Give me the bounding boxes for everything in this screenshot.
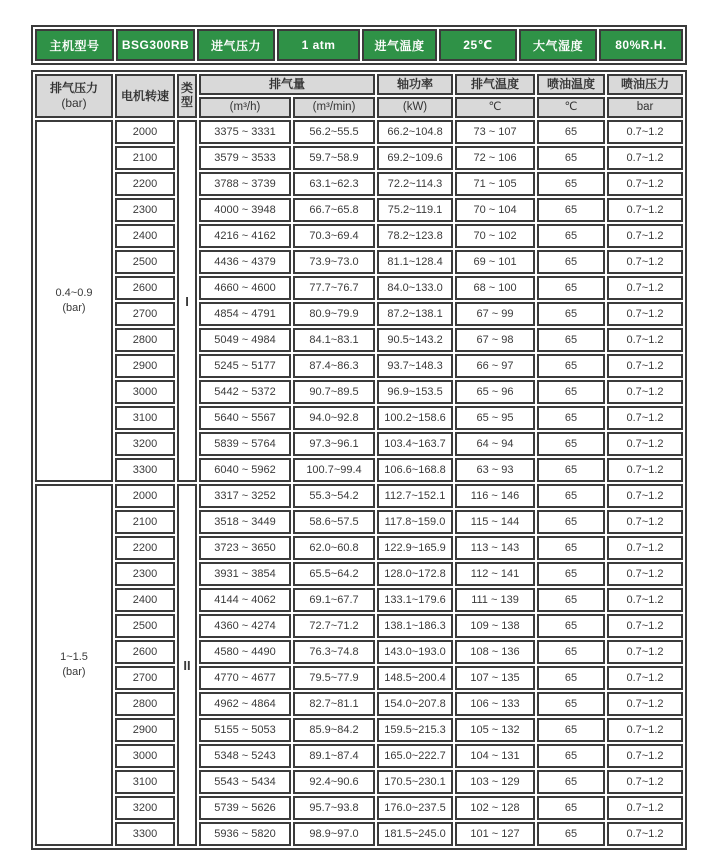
spec-row (35, 614, 683, 638)
flow-m3min-cell: 97.3~96.1 (293, 432, 375, 456)
flow-m3min-cell: 72.7~71.2 (293, 614, 375, 638)
oil-pressure-cell: 0.7~1.2 (607, 692, 683, 716)
flow-m3h-cell: 4216 ~ 4162 (199, 224, 291, 248)
oil-pressure-cell: 0.7~1.2 (607, 120, 683, 144)
oil-temp-cell: 65 (537, 302, 605, 326)
spec-row (35, 796, 683, 820)
pressure-range-unit: (bar) (62, 302, 86, 314)
oil-pressure-cell: 0.7~1.2 (607, 536, 683, 560)
flow-m3h-cell: 3723 ~ 3650 (199, 536, 291, 560)
oil-pressure-cell: 0.7~1.2 (607, 458, 683, 482)
oil-temp-cell: 65 (537, 562, 605, 586)
flow-m3h-cell: 4360 ~ 4274 (199, 614, 291, 638)
type-header: 类型 (177, 74, 197, 118)
header-row-1 (35, 74, 683, 95)
pressure-range-cell (35, 120, 113, 482)
flow-m3min-cell: 70.3~69.4 (293, 224, 375, 248)
oil-temp-cell: 65 (537, 614, 605, 638)
exhaust-temp-cell: 112 ~ 141 (455, 562, 535, 586)
shaft-power-cell: 122.9~165.9 (377, 536, 453, 560)
shaft-power-cell: 106.6~168.8 (377, 458, 453, 482)
flow-m3min-cell: 56.2~55.5 (293, 120, 375, 144)
shaft-power-cell: 103.4~163.7 (377, 432, 453, 456)
motor-speed-cell: 2200 (115, 172, 175, 196)
oil-temp-cell: 65 (537, 146, 605, 170)
flow-m3min-cell: 58.6~57.5 (293, 510, 375, 534)
flow-m3h-cell: 3788 ~ 3739 (199, 172, 291, 196)
spec-row (35, 588, 683, 612)
shaft-power-cell: 112.7~152.1 (377, 484, 453, 508)
oil-temp-cell: 65 (537, 406, 605, 430)
exhaust-temp-cell: 115 ~ 144 (455, 510, 535, 534)
spec-row (35, 172, 683, 196)
flow-m3h-cell: 5640 ~ 5567 (199, 406, 291, 430)
oil-temp-cell: 65 (537, 510, 605, 534)
motor-speed-cell: 2500 (115, 250, 175, 274)
spec-row (35, 302, 683, 326)
motor-speed-header: 电机转速 (115, 74, 175, 118)
exhaust-temp-cell: 67 ~ 98 (455, 328, 535, 352)
exhaust-temp-cell: 103 ~ 129 (455, 770, 535, 794)
flow-m3min-cell: 63.1~62.3 (293, 172, 375, 196)
exhaust-temp-cell: 109 ~ 138 (455, 614, 535, 638)
shaft-power-cell: 90.5~143.2 (377, 328, 453, 352)
oil-temp-cell: 65 (537, 432, 605, 456)
exhaust-temp-cell: 106 ~ 133 (455, 692, 535, 716)
flow-m3h-cell: 5543 ~ 5434 (199, 770, 291, 794)
oil-temp-cell: 65 (537, 198, 605, 222)
type-cell: II (177, 484, 197, 846)
oil-temp-cell: 65 (537, 640, 605, 664)
flow-m3h-cell: 3375 ~ 3331 (199, 120, 291, 144)
flow-m3min-cell: 55.3~54.2 (293, 484, 375, 508)
oil-temp-cell: 65 (537, 770, 605, 794)
motor-speed-cell: 2200 (115, 536, 175, 560)
shaft-power-cell: 81.1~128.4 (377, 250, 453, 274)
oil-pressure-cell: 0.7~1.2 (607, 510, 683, 534)
flow-m3h-cell: 5348 ~ 5243 (199, 744, 291, 768)
motor-speed-cell: 2800 (115, 692, 175, 716)
motor-speed-cell: 2400 (115, 224, 175, 248)
spec-row (35, 458, 683, 482)
spec-sheet (31, 25, 683, 850)
flow-m3h-cell: 3931 ~ 3854 (199, 562, 291, 586)
oil-pressure-cell: 0.7~1.2 (607, 224, 683, 248)
oil-pressure-cell: 0.7~1.2 (607, 822, 683, 846)
spec-row (35, 666, 683, 690)
exhaust-temp-cell: 105 ~ 132 (455, 718, 535, 742)
shaft-power-cell: 100.2~158.6 (377, 406, 453, 430)
shaft-power-cell: 138.1~186.3 (377, 614, 453, 638)
exhaust-temp-cell: 68 ~ 100 (455, 276, 535, 300)
spec-row (35, 276, 683, 300)
type-cell: I (177, 120, 197, 482)
shaft-power-cell: 75.2~119.1 (377, 198, 453, 222)
oil-pressure-unit-header: bar (607, 97, 683, 118)
shaft-power-cell: 154.0~207.8 (377, 692, 453, 716)
exhaust-temp-cell: 70 ~ 104 (455, 198, 535, 222)
exhaust-temp-cell: 104 ~ 131 (455, 744, 535, 768)
conditions-row (35, 29, 683, 61)
motor-speed-cell: 2600 (115, 640, 175, 664)
oil-pressure-cell: 0.7~1.2 (607, 796, 683, 820)
humidity-value-cell: 80%R.H. (599, 29, 683, 61)
pressure-range-value: 0.4~0.9 (55, 287, 93, 300)
exhaust-temp-cell: 72 ~ 106 (455, 146, 535, 170)
oil-pressure-cell: 0.7~1.2 (607, 198, 683, 222)
flow-m3min-cell: 62.0~60.8 (293, 536, 375, 560)
spec-row (35, 380, 683, 404)
model-value-cell: BSG300RB (116, 29, 195, 61)
oil-temp-cell: 65 (537, 692, 605, 716)
displacement-header: 排气量 (199, 74, 375, 95)
oil-temp-header: 喷油温度 (537, 74, 605, 95)
spec-table-body (35, 120, 683, 846)
oil-temp-cell: 65 (537, 354, 605, 378)
exhaust-temp-cell: 67 ~ 99 (455, 302, 535, 326)
flow-m3h-cell: 4000 ~ 3948 (199, 198, 291, 222)
exhaust-temp-header: 排气温度 (455, 74, 535, 95)
inlet-temp-label-cell: 进气温度 (362, 29, 437, 61)
flow-m3min-cell: 94.0~92.8 (293, 406, 375, 430)
motor-speed-cell: 2100 (115, 146, 175, 170)
shaft-power-cell: 133.1~179.6 (377, 588, 453, 612)
shaft-power-cell: 170.5~230.1 (377, 770, 453, 794)
flow-m3min-cell: 59.7~58.9 (293, 146, 375, 170)
motor-speed-cell: 3200 (115, 796, 175, 820)
exhaust-temp-cell: 101 ~ 127 (455, 822, 535, 846)
motor-speed-cell: 3100 (115, 406, 175, 430)
flow-m3min-cell: 85.9~84.2 (293, 718, 375, 742)
flow-m3min-cell: 95.7~93.8 (293, 796, 375, 820)
exhaust-temp-cell: 64 ~ 94 (455, 432, 535, 456)
oil-pressure-cell: 0.7~1.2 (607, 484, 683, 508)
oil-pressure-cell: 0.7~1.2 (607, 146, 683, 170)
shaft-power-cell: 181.5~245.0 (377, 822, 453, 846)
oil-temp-cell: 65 (537, 666, 605, 690)
spec-row (35, 744, 683, 768)
flow-m3min-cell: 84.1~83.1 (293, 328, 375, 352)
motor-speed-cell: 2500 (115, 614, 175, 638)
oil-pressure-cell: 0.7~1.2 (607, 406, 683, 430)
flow-m3h-cell: 4436 ~ 4379 (199, 250, 291, 274)
flow-m3h-cell: 5839 ~ 5764 (199, 432, 291, 456)
flow-m3h-cell: 4770 ~ 4677 (199, 666, 291, 690)
exhaust-temp-cell: 66 ~ 97 (455, 354, 535, 378)
oil-temp-cell: 65 (537, 484, 605, 508)
inlet-pressure-value-cell: 1 atm (277, 29, 360, 61)
exhaust-temp-cell: 70 ~ 102 (455, 224, 535, 248)
shaft-power-cell: 69.2~109.6 (377, 146, 453, 170)
oil-temp-cell: 65 (537, 120, 605, 144)
spec-row (35, 822, 683, 846)
oil-pressure-cell: 0.7~1.2 (607, 354, 683, 378)
oil-pressure-cell: 0.7~1.2 (607, 250, 683, 274)
motor-speed-cell: 2400 (115, 588, 175, 612)
shaft-power-cell: 87.2~138.1 (377, 302, 453, 326)
flow-m3min-cell: 73.9~73.0 (293, 250, 375, 274)
shaft-power-cell: 143.0~193.0 (377, 640, 453, 664)
spec-row (35, 770, 683, 794)
flow-m3h-cell: 5155 ~ 5053 (199, 718, 291, 742)
exhaust-pressure-unit: (bar) (61, 96, 87, 110)
oil-pressure-cell: 0.7~1.2 (607, 640, 683, 664)
oil-temp-cell: 65 (537, 822, 605, 846)
flow-m3min-cell: 89.1~87.4 (293, 744, 375, 768)
exhaust-pressure-label: 排气压力 (49, 81, 98, 95)
oil-pressure-cell: 0.7~1.2 (607, 328, 683, 352)
flow-m3min-cell: 100.7~99.4 (293, 458, 375, 482)
flow-m3min-cell: 82.7~81.1 (293, 692, 375, 716)
motor-speed-cell: 3100 (115, 770, 175, 794)
flow-m3h-cell: 5245 ~ 5177 (199, 354, 291, 378)
oil-pressure-cell: 0.7~1.2 (607, 614, 683, 638)
motor-speed-cell: 2300 (115, 198, 175, 222)
oil-temp-cell: 65 (537, 744, 605, 768)
exhaust-temp-cell: 107 ~ 135 (455, 666, 535, 690)
displacement-unit-h-header: (m³/h) (199, 97, 291, 118)
shaft-power-cell: 117.8~159.0 (377, 510, 453, 534)
motor-speed-cell: 2900 (115, 718, 175, 742)
spec-row (35, 718, 683, 742)
oil-temp-cell: 65 (537, 718, 605, 742)
spec-row (35, 510, 683, 534)
motor-speed-cell: 2300 (115, 562, 175, 586)
motor-speed-cell: 3000 (115, 744, 175, 768)
shaft-power-cell: 93.7~148.3 (377, 354, 453, 378)
spec-row (35, 328, 683, 352)
pressure-range-value: 1~1.5 (60, 651, 88, 664)
spec-row (35, 120, 683, 144)
oil-pressure-cell: 0.7~1.2 (607, 302, 683, 326)
flow-m3h-cell: 6040 ~ 5962 (199, 458, 291, 482)
exhaust-temp-cell: 108 ~ 136 (455, 640, 535, 664)
oil-temp-cell: 65 (537, 172, 605, 196)
exhaust-pressure-header (35, 74, 113, 118)
shaft-power-cell: 128.0~172.8 (377, 562, 453, 586)
shaft-power-cell: 96.9~153.5 (377, 380, 453, 404)
oil-pressure-cell: 0.7~1.2 (607, 432, 683, 456)
oil-pressure-cell: 0.7~1.2 (607, 276, 683, 300)
motor-speed-cell: 3000 (115, 380, 175, 404)
flow-m3h-cell: 3579 ~ 3533 (199, 146, 291, 170)
exhaust-temp-cell: 116 ~ 146 (455, 484, 535, 508)
oil-temp-cell: 65 (537, 588, 605, 612)
exhaust-temp-cell: 71 ~ 105 (455, 172, 535, 196)
oil-temp-cell: 65 (537, 328, 605, 352)
spec-row (35, 198, 683, 222)
flow-m3min-cell: 92.4~90.6 (293, 770, 375, 794)
spec-row (35, 354, 683, 378)
oil-temp-cell: 65 (537, 224, 605, 248)
oil-pressure-cell: 0.7~1.2 (607, 588, 683, 612)
inlet-pressure-label-cell: 进气压力 (197, 29, 275, 61)
model-label-cell: 主机型号 (35, 29, 114, 61)
flow-m3h-cell: 4580 ~ 4490 (199, 640, 291, 664)
exhaust-temp-cell: 65 ~ 96 (455, 380, 535, 404)
spec-row (35, 432, 683, 456)
flow-m3h-cell: 5049 ~ 4984 (199, 328, 291, 352)
flow-m3h-cell: 3518 ~ 3449 (199, 510, 291, 534)
inlet-temp-value-cell: 25℃ (439, 29, 517, 61)
oil-pressure-cell: 0.7~1.2 (607, 172, 683, 196)
flow-m3min-cell: 65.5~64.2 (293, 562, 375, 586)
flow-m3min-cell: 80.9~79.9 (293, 302, 375, 326)
exhaust-temp-cell: 102 ~ 128 (455, 796, 535, 820)
conditions-header-table (31, 25, 687, 65)
shaft-power-unit-header: (kW) (377, 97, 453, 118)
flow-m3h-cell: 3317 ~ 3252 (199, 484, 291, 508)
exhaust-temp-cell: 111 ~ 139 (455, 588, 535, 612)
shaft-power-cell: 159.5~215.3 (377, 718, 453, 742)
humidity-label-cell: 大气湿度 (519, 29, 597, 61)
flow-m3h-cell: 4144 ~ 4062 (199, 588, 291, 612)
motor-speed-cell: 2100 (115, 510, 175, 534)
pressure-range-cell (35, 484, 113, 846)
spec-row (35, 250, 683, 274)
flow-m3h-cell: 5936 ~ 5820 (199, 822, 291, 846)
motor-speed-cell: 2800 (115, 328, 175, 352)
oil-temp-cell: 65 (537, 380, 605, 404)
flow-m3min-cell: 87.4~86.3 (293, 354, 375, 378)
motor-speed-cell: 2600 (115, 276, 175, 300)
spec-row (35, 146, 683, 170)
oil-temp-cell: 65 (537, 458, 605, 482)
flow-m3min-cell: 98.9~97.0 (293, 822, 375, 846)
oil-temp-unit-header: ℃ (537, 97, 605, 118)
flow-m3h-cell: 5739 ~ 5626 (199, 796, 291, 820)
flow-m3min-cell: 76.3~74.8 (293, 640, 375, 664)
motor-speed-cell: 3300 (115, 822, 175, 846)
flow-m3h-cell: 4660 ~ 4600 (199, 276, 291, 300)
shaft-power-header: 轴功率 (377, 74, 453, 95)
oil-pressure-cell: 0.7~1.2 (607, 718, 683, 742)
oil-temp-cell: 65 (537, 276, 605, 300)
exhaust-temp-cell: 65 ~ 95 (455, 406, 535, 430)
flow-m3min-cell: 66.7~65.8 (293, 198, 375, 222)
oil-temp-cell: 65 (537, 796, 605, 820)
spec-row (35, 406, 683, 430)
spec-row (35, 536, 683, 560)
spec-row (35, 692, 683, 716)
shaft-power-cell: 66.2~104.8 (377, 120, 453, 144)
spec-row (35, 224, 683, 248)
oil-pressure-cell: 0.7~1.2 (607, 744, 683, 768)
oil-pressure-cell: 0.7~1.2 (607, 666, 683, 690)
exhaust-temp-cell: 73 ~ 107 (455, 120, 535, 144)
exhaust-temp-cell: 113 ~ 143 (455, 536, 535, 560)
oil-pressure-cell: 0.7~1.2 (607, 380, 683, 404)
shaft-power-cell: 165.0~222.7 (377, 744, 453, 768)
motor-speed-cell: 2700 (115, 302, 175, 326)
motor-speed-cell: 3200 (115, 432, 175, 456)
motor-speed-cell: 2900 (115, 354, 175, 378)
shaft-power-cell: 78.2~123.8 (377, 224, 453, 248)
spec-row (35, 484, 683, 508)
flow-m3h-cell: 5442 ~ 5372 (199, 380, 291, 404)
shaft-power-cell: 84.0~133.0 (377, 276, 453, 300)
pressure-range-unit: (bar) (62, 666, 86, 678)
motor-speed-cell: 2700 (115, 666, 175, 690)
flow-m3min-cell: 69.1~67.7 (293, 588, 375, 612)
shaft-power-cell: 176.0~237.5 (377, 796, 453, 820)
spec-row (35, 562, 683, 586)
oil-pressure-header: 喷油压力 (607, 74, 683, 95)
spec-table (31, 70, 687, 850)
motor-speed-cell: 3300 (115, 458, 175, 482)
shaft-power-cell: 148.5~200.4 (377, 666, 453, 690)
exhaust-temp-cell: 63 ~ 93 (455, 458, 535, 482)
displacement-unit-min-header: (m³/min) (293, 97, 375, 118)
motor-speed-cell: 2000 (115, 484, 175, 508)
exhaust-temp-unit-header: ℃ (455, 97, 535, 118)
oil-temp-cell: 65 (537, 250, 605, 274)
flow-m3min-cell: 90.7~89.5 (293, 380, 375, 404)
flow-m3h-cell: 4962 ~ 4864 (199, 692, 291, 716)
shaft-power-cell: 72.2~114.3 (377, 172, 453, 196)
exhaust-temp-cell: 69 ~ 101 (455, 250, 535, 274)
spec-row (35, 640, 683, 664)
flow-m3h-cell: 4854 ~ 4791 (199, 302, 291, 326)
flow-m3min-cell: 77.7~76.7 (293, 276, 375, 300)
oil-pressure-cell: 0.7~1.2 (607, 770, 683, 794)
motor-speed-cell: 2000 (115, 120, 175, 144)
oil-temp-cell: 65 (537, 536, 605, 560)
flow-m3min-cell: 79.5~77.9 (293, 666, 375, 690)
oil-pressure-cell: 0.7~1.2 (607, 562, 683, 586)
